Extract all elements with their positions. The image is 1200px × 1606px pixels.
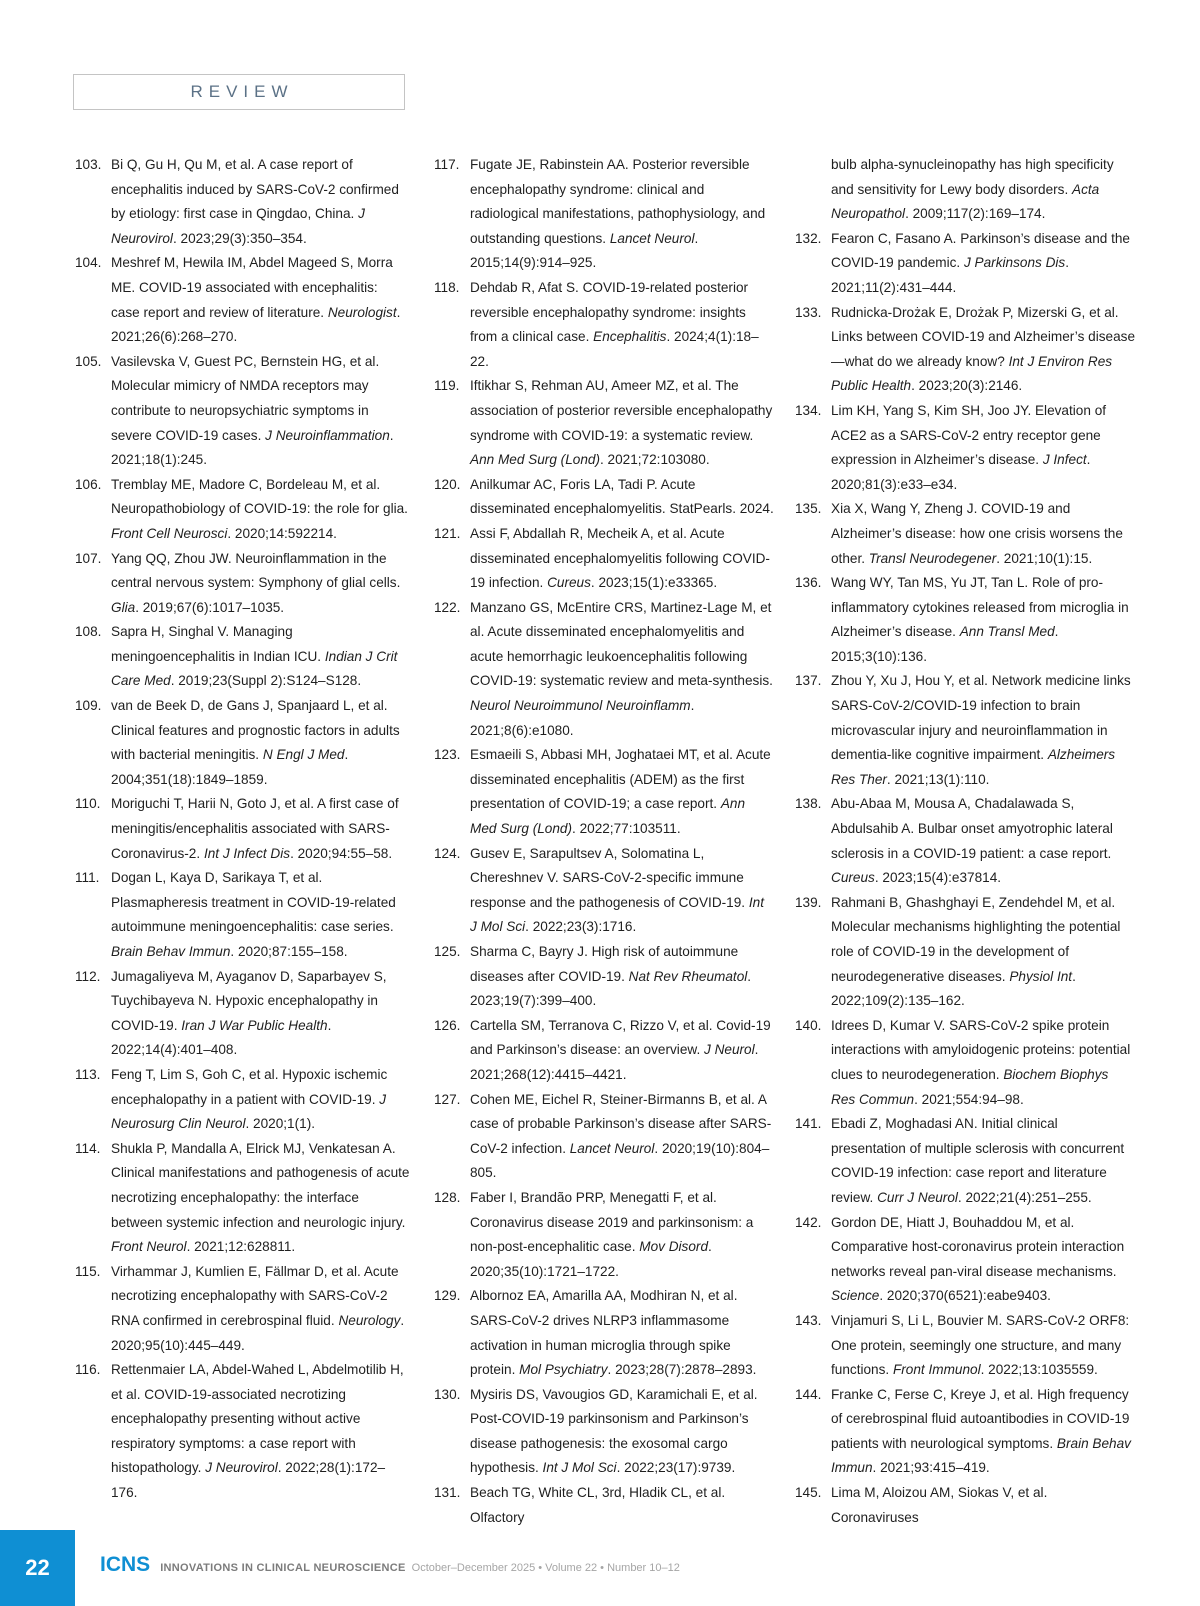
reference-item <box>75 694 410 792</box>
reference-text <box>111 1141 410 1254</box>
reference-journal: Lancet Neurol <box>569 1140 655 1156</box>
reference-citation: . 2022;13:1035559. <box>980 1362 1098 1378</box>
reference-text <box>111 255 400 344</box>
reference-number: 131. <box>434 1485 461 1501</box>
reference-authors-title: Rettenmaier LA, Abdel-Wahed L, Abdelmotilib H, et al. COVID-19-associated necrotizing encephalopathy presenting without active respiratory symptoms: a case report with histopathology. <box>111 1362 404 1476</box>
reference-number: 138. <box>795 796 822 812</box>
reference-journal: J Neurosurg Clin Neurol <box>111 1091 387 1132</box>
reference-citation: . 2021;26(6):268–270. <box>111 304 401 345</box>
reference-journal: Ann Transl Med <box>959 624 1055 640</box>
reference-item <box>434 1383 774 1481</box>
reference-text <box>470 600 773 738</box>
reference-citation: . 2023;29(3):350–354. <box>172 230 307 246</box>
reference-authors-title: Fugate JE, Rabinstein AA. Posterior reversible encephalopathy syndrome: clinical and radiological manifestations, pathophysiology, and outstanding questions. <box>470 157 766 246</box>
reference-item <box>795 399 1135 497</box>
reference-number: 135. <box>795 501 822 517</box>
reference-citation: . 2021;554:94–98. <box>914 1091 1024 1107</box>
reference-item <box>75 251 410 349</box>
reference-number: 137. <box>795 673 822 689</box>
reference-citation: . 2023;15(4):e37814. <box>874 870 1002 886</box>
reference-authors-title: Cohen ME, Eichel R, Steiner-Birmanns B, et al. A case of probable Parkinson’s disease after SARS-CoV-2 infection. <box>470 1091 772 1156</box>
reference-item <box>434 940 774 1014</box>
reference-journal: Cureus <box>831 870 875 886</box>
reference-text <box>831 157 1114 221</box>
reference-journal: Front Immunol <box>892 1362 981 1378</box>
reference-number: 136. <box>795 575 822 591</box>
reference-authors-title: Rahmani B, Ghashghayi E, Zendehdel M, et al. Molecular mechanisms highlighting the potential role of COVID-19 in the development of neurodegenerative diseases. <box>831 894 1121 984</box>
reference-citation: . 2004;351(18):1849–1859. <box>111 747 349 787</box>
reference-text <box>111 1067 387 1131</box>
reference-authors-title: Cartella SM, Terranova C, Rizzo V, et al. Covid-19 and Parkinson’s disease: an overview. <box>470 1017 771 1058</box>
reference-number: 144. <box>795 1386 822 1402</box>
reference-item <box>434 276 774 374</box>
reference-citation: . 2021;11(2):431–444. <box>831 255 1069 295</box>
reference-number: 130. <box>434 1386 461 1402</box>
reference-journal: Brain Behav Immun <box>111 944 231 959</box>
reference-journal: Lancet Neurol <box>609 230 695 246</box>
reference-text <box>470 1288 756 1377</box>
reference-number: 123. <box>434 747 461 763</box>
reference-journal: Curr J Neurol <box>877 1189 958 1205</box>
reference-text <box>831 501 1123 565</box>
reference-journal: Int J Environ Res Public Health <box>831 353 1113 394</box>
reference-text <box>831 673 1131 786</box>
reference-citation: . 2020;87:155–158. <box>230 944 348 959</box>
reference-text <box>470 1190 753 1279</box>
reference-number: 127. <box>434 1091 461 1107</box>
reference-item <box>75 547 410 621</box>
reference-text <box>470 280 759 369</box>
reference-journal: Mol Psychiatry <box>519 1362 608 1378</box>
reference-citation: . 2021;10(1):15. <box>996 550 1093 566</box>
reference-authors-title: Sharma C, Bayry J. High risk of autoimmune diseases after COVID-19. <box>470 944 739 984</box>
reference-journal: Int J Mol Sci <box>542 1460 617 1476</box>
reference-text <box>470 1092 771 1181</box>
reference-authors-title: Albornoz EA, Amarilla AA, Modhiran N, et al. SARS-CoV-2 drives NLRP3 inflammasome activation in human microglia through spike protein. <box>470 1288 738 1378</box>
reference-citation: . 2020;14:592214. <box>227 525 337 541</box>
reference-number: 119. <box>434 378 460 394</box>
reference-item <box>434 596 774 744</box>
reference-citation: . 2023;28(7):2878–2893. <box>607 1362 757 1378</box>
reference-journal: Science <box>831 1288 880 1304</box>
reference-item <box>795 301 1135 399</box>
reference-item <box>75 153 410 251</box>
reference-citation: . 2023;19(7):399–400. <box>470 968 752 1009</box>
reference-item <box>434 522 774 596</box>
reference-text <box>831 575 1129 664</box>
reference-journal: N Engl J Med <box>262 747 345 763</box>
reference-authors-title: Moriguchi T, Harii N, Goto J, et al. A first case of meningitis/encephalitis associated with SARS-Coronavirus-2. <box>111 796 399 861</box>
reference-authors-title: Ebadi Z, Moghadasi AN. Initial clinical presentation of multiple sclerosis with concurrent COVID-19 infection: case report and literature review. <box>831 1116 1125 1205</box>
reference-number: 116. <box>75 1362 101 1378</box>
reference-authors-title: Shukla P, Mandalla A, Elrick MJ, Venkatesan A. Clinical manifestations and pathogenesis of acute necrotizing encephalopathy: the interface between systemic infection and neurologic injury. <box>111 1140 410 1230</box>
reference-number: 120. <box>434 476 461 492</box>
reference-number: 118. <box>434 279 460 295</box>
reference-citation: . 2021;12:628811. <box>186 1239 296 1255</box>
reference-number: 125. <box>434 944 461 959</box>
reference-citation: . 2020;81(3):e33–e34. <box>831 452 1091 492</box>
reference-authors-title: Lim KH, Yang S, Kim SH, Joo JY. Elevation of ACE2 as a SARS-CoV-2 entry receptor gene expression in Alzheimer’s disease. <box>831 402 1107 468</box>
reference-number: 117. <box>434 157 460 172</box>
reference-journal: Alzheimers Res Ther <box>831 747 1116 787</box>
reference-column-2 <box>434 153 774 1530</box>
reference-journal: Acta Neuropathol <box>831 181 1100 222</box>
reference-authors-title: Idrees D, Kumar V. SARS-CoV-2 spike protein interactions with amyloidogenic proteins: potential clues to neurodegeneration. <box>831 1017 1131 1082</box>
reference-authors-title: Abu-Abaa M, Mousa A, Chadalawada S, Abdulsahib A. Bulbar onset amyotrophic lateral sclerosis in a COVID-19 patient: a case report. <box>831 796 1113 861</box>
reference-journal: Transl Neurodegener <box>868 550 997 566</box>
reference-text <box>470 157 765 270</box>
reference-text <box>831 1215 1124 1304</box>
reference-authors-title: Fearon C, Fasano A. Parkinson’s disease and the COVID-19 pandemic. <box>831 230 1130 271</box>
reference-authors-title: Esmaeili S, Abbasi MH, Joghataei MT, et al. Acute disseminated encephalitis (ADEM) as the first presentation of COVID-19; a case report. <box>470 747 771 812</box>
reference-text <box>831 305 1135 394</box>
reference-citation: . 2023;15(1):e33365. <box>590 575 718 591</box>
reference-number: 128. <box>434 1189 461 1205</box>
reference-citation: . 2022;14(4):401–408. <box>111 1017 332 1058</box>
reference-authors-title: van de Beek D, de Gans J, Spanjaard L, et al. Clinical features and prognostic factors in adults with bacterial meningitis. <box>111 698 400 763</box>
reference-authors-title: Sapra H, Singhal V. Managing meningoencephalitis in Indian ICU. <box>111 624 325 664</box>
reference-item <box>434 1014 774 1088</box>
reference-item <box>434 153 774 276</box>
reference-item <box>434 1284 774 1382</box>
reference-journal: J Neurovirol <box>205 1460 278 1476</box>
reference-text <box>831 1018 1130 1107</box>
reference-item <box>434 743 774 841</box>
reference-text <box>831 1485 1047 1525</box>
page-number-tab <box>0 1530 75 1606</box>
reference-text <box>470 477 774 517</box>
reference-authors-title: Lima M, Aloizou AM, Siokas V, et al. Coronaviruses <box>831 1485 1048 1525</box>
reference-citation: . 2020;370(6521):eabe9403. <box>879 1288 1051 1304</box>
reference-authors-title: Gordon DE, Hiatt J, Bouhaddou M, et al. Comparative host-coronavirus protein interaction networks reveal pan-viral disease mechanisms. <box>831 1214 1125 1279</box>
reference-item <box>795 571 1135 669</box>
reference-item <box>75 1260 410 1358</box>
reference-text <box>111 354 394 467</box>
reference-text <box>111 1362 404 1500</box>
reference-text <box>111 624 397 688</box>
footer <box>100 1553 680 1579</box>
reference-text <box>831 1313 1129 1377</box>
reference-item <box>75 965 410 1063</box>
reference-item <box>795 497 1135 571</box>
reference-text <box>470 846 764 935</box>
reference-journal: J Parkinsons Dis <box>963 255 1066 271</box>
reference-item <box>75 1358 410 1506</box>
reference-authors-title: Beach TG, White CL, 3rd, Hladik CL, et al. Olfactory <box>470 1485 726 1525</box>
reference-journal: J Neurovirol <box>111 206 365 246</box>
reference-text <box>470 1485 725 1525</box>
reference-journal: Iran J War Public Health <box>181 1017 328 1033</box>
reference-text <box>111 969 387 1058</box>
reference-number: 145. <box>795 1485 822 1501</box>
reference-item <box>75 792 410 866</box>
reference-number: 124. <box>434 845 461 861</box>
reference-text <box>111 157 399 246</box>
reference-number: 112. <box>75 968 101 984</box>
reference-authors-title: Manzano GS, McEntire CRS, Martinez-Lage M, et al. Acute disseminated encephalomyelitis and acute hemorrhagic leukoencephalitis following COVID-19: systematic review and meta-synthesis. <box>470 599 773 689</box>
reference-citation: . 2015;14(9):914–925. <box>470 230 699 271</box>
reference-journal: Neurologist <box>327 304 397 320</box>
reference-citation: . 2020;95(10):445–449. <box>111 1312 405 1353</box>
reference-authors-title: Zhou Y, Xu J, Hou Y, et al. Network medicine links SARS-CoV-2/COVID-19 infection to brain microvascular injury and neuroinflammation in dementia-like cognitive impairment. <box>831 673 1131 763</box>
reference-number: 139. <box>795 894 822 910</box>
reference-journal: Front Neurol <box>111 1239 187 1255</box>
reference-citation: . 2022;21(4):251–255. <box>957 1189 1092 1205</box>
reference-number: 129. <box>434 1288 461 1304</box>
reference-journal: Ann Med Surg (Lond) <box>470 796 746 837</box>
reference-citation: . 2020;35(10):1721–1722. <box>470 1239 712 1279</box>
reference-authors-title: bulb alpha-synucleinopathy has high specificity and sensitivity for Lewy body disorders. <box>831 157 1114 197</box>
reference-item <box>434 374 774 472</box>
reference-authors-title: Yang QQ, Zhou JW. Neuroinflammation in the central nervous system: Symphony of glial cells. <box>111 550 401 591</box>
reference-item <box>434 1481 774 1530</box>
reference-authors-title: Virhammar J, Kumlien E, Fällmar D, et al. Acute necrotizing encephalopathy with SARS-CoV-2 RNA confirmed in cerebrospinal fluid. <box>111 1263 399 1328</box>
reference-authors-title: Bi Q, Gu H, Qu M, et al. A case report of encephalitis induced by SARS-CoV-2 confirmed by etiology: first case in Qingdao, China. <box>111 157 399 222</box>
reference-item <box>75 1137 410 1260</box>
reference-journal: J Neurol <box>704 1042 755 1058</box>
reference-citation: . 2023;20(3):2146. <box>911 378 1023 394</box>
reference-citation: . 2019;67(6):1017–1035. <box>135 599 285 615</box>
reference-citation: . 2022;109(2):135–162. <box>831 968 1076 1009</box>
reference-text <box>831 1387 1131 1476</box>
reference-citation: . 2021;268(12):4415–4421. <box>470 1042 759 1082</box>
reference-item <box>75 866 410 964</box>
reference-authors-title: Anilkumar AC, Foris LA, Tadi P. Acute disseminated encephalomyelitis. StatPearls. 2024. <box>470 476 774 517</box>
reference-item <box>795 669 1135 792</box>
reference-text <box>470 1018 771 1082</box>
reference-text <box>111 477 408 541</box>
reference-authors-title: Vinjamuri S, Li L, Bouvier M. SARS-CoV-2 ORF8: One protein, seemingly one structure, and many functions. <box>831 1312 1130 1378</box>
reference-citation: . 2021;13(1):110. <box>886 771 990 787</box>
reference-citation: . 2021;72:103080. <box>599 452 710 468</box>
reference-text <box>831 895 1120 1008</box>
reference-journal: Physiol Int <box>1009 968 1073 984</box>
reference-number: 110. <box>75 796 101 812</box>
reference-citation: . 2022;77:103511. <box>572 821 681 837</box>
reference-authors-title: Mysiris DS, Vavougios GD, Karamichali E, et al. Post-COVID-19 parkinsonism and Parkinson’s disease pathogenesis: the exosomal cargo hypothesis. <box>470 1386 758 1476</box>
reference-number: 134. <box>795 402 822 418</box>
reference-citation: . 2022;28(1):172–176. <box>111 1460 386 1501</box>
reference-text <box>831 403 1106 492</box>
reference-text <box>470 1387 758 1476</box>
reference-number: 103. <box>75 157 102 172</box>
reference-authors-title: Feng T, Lim S, Goh C, et al. Hypoxic ischemic encephalopathy in a patient with COVID-19. <box>111 1066 388 1107</box>
reference-citation: . 2024;4(1):18–22. <box>470 329 759 369</box>
reference-journal: Glia <box>111 599 136 615</box>
reference-item <box>434 473 774 522</box>
reference-number: 108. <box>75 624 102 640</box>
reference-journal: J Neuroinflammation <box>265 427 390 443</box>
section-header-box <box>73 74 405 110</box>
reference-authors-title: Gusev E, Sarapultsev A, Solomatina L, Chereshnev V. SARS-CoV-2-specific immune response and the pathogenesis of COVID-19. <box>470 845 749 910</box>
reference-item <box>795 1383 1135 1481</box>
reference-citation: . 2020;1(1). <box>245 1116 316 1132</box>
page-number: 22 <box>25 1555 50 1580</box>
reference-authors-title: Jumagaliyeva M, Ayaganov D, Saparbayev S, Tuychibayeva N. Hypoxic encephalopathy in COVID-19. <box>111 968 387 1033</box>
reference-citation: . 2009;117(2):169–174. <box>905 206 1046 222</box>
reference-text <box>831 796 1113 885</box>
reference-journal: Biochem Biophys Res Commun <box>831 1066 1109 1107</box>
reference-text <box>470 378 772 467</box>
reference-text <box>470 944 751 1008</box>
reference-item <box>795 1309 1135 1383</box>
reference-number: 133. <box>795 304 822 320</box>
journal-name: INNOVATIONS IN CLINICAL NEUROSCIENCE <box>160 1562 406 1574</box>
reference-citation: . 2019;23(Suppl 2):S124–S128. <box>170 673 362 689</box>
reference-item <box>795 1112 1135 1210</box>
reference-text <box>111 870 396 959</box>
reference-number: 113. <box>75 1066 101 1082</box>
reference-journal: Mov Disord <box>639 1239 709 1255</box>
reference-item <box>795 1481 1135 1530</box>
reference-authors-title: Meshref M, Hewila IM, Abdel Mageed S, Morra ME. COVID-19 associated with encephalitis: case report and review of literature. <box>111 255 393 320</box>
reference-authors-title: Tremblay ME, Madore C, Bordeleau M, et al. Neuropathobiology of COVID-19: the role for glia. <box>111 476 408 517</box>
reference-number: 105. <box>75 353 102 369</box>
reference-number: 142. <box>795 1214 822 1230</box>
reference-journal: Neurology <box>338 1312 401 1328</box>
reference-number: 107. <box>75 550 102 566</box>
reference-authors-title: Xia X, Wang Y, Zheng J. COVID-19 and Alzheimer’s disease: how one crisis worsens the other. <box>831 501 1123 566</box>
reference-authors-title: Faber I, Brandão PRP, Menegatti F, et al. Coronavirus disease 2019 and parkinsonism: a non-post-encephalitic case. <box>470 1189 754 1255</box>
reference-journal: Indian J Crit Care Med <box>111 648 398 689</box>
reference-authors-title: Dogan L, Kaya D, Sarikaya T, et al. Plasmapheresis treatment in COVID-19-related autoimmune meningoencephalitis: case series. <box>111 870 396 935</box>
reference-number: 122. <box>434 599 461 615</box>
reference-journal: Neurol Neuroimmunol Neuroinflamm <box>470 698 691 714</box>
reference-journal: Ann Med Surg (Lond) <box>470 452 600 468</box>
reference-number: 106. <box>75 476 102 492</box>
reference-text <box>111 551 400 615</box>
reference-item <box>795 153 1135 227</box>
reference-item <box>434 842 774 940</box>
reference-number: 109. <box>75 698 102 714</box>
reference-citation: . 2021;18(1):245. <box>111 427 394 468</box>
reference-text <box>831 1116 1124 1205</box>
reference-number: 104. <box>75 255 102 271</box>
reference-item <box>434 1088 774 1186</box>
reference-citation: . 2021;8(6):e1080. <box>470 698 695 738</box>
reference-authors-title: Iftikhar S, Rehman AU, Ameer MZ, et al. The association of posterior reversible encephalopathy syndrome with COVID-19: a systematic review. <box>470 378 773 443</box>
reference-journal: J Infect <box>1042 452 1087 468</box>
reference-citation: . 2021;93:415–419. <box>872 1460 990 1476</box>
reference-journal: Encephalitis <box>593 329 667 345</box>
reference-citation: . 2022;23(3):1716. <box>525 919 637 935</box>
reference-journal: Nat Rev Rheumatol <box>628 968 748 984</box>
reference-number: 143. <box>795 1312 822 1328</box>
reference-item <box>434 1186 774 1284</box>
reference-authors-title: Vasilevska V, Guest PC, Bernstein HG, et al. Molecular mimicry of NMDA receptors may contribute to neuropsychiatric symptoms in severe COVID-19 cases. <box>111 353 380 443</box>
reference-citation: . 2020;19(10):804–805. <box>470 1140 770 1181</box>
reference-column-1 <box>75 153 410 1506</box>
reference-journal: Int J Infect Dis <box>203 845 291 861</box>
reference-number: 126. <box>434 1017 461 1033</box>
reference-item <box>795 1014 1135 1112</box>
reference-citation: . 2022;23(17):9739. <box>616 1460 736 1476</box>
journal-abbr: ICNS <box>100 1553 151 1576</box>
reference-number: 140. <box>795 1017 822 1033</box>
reference-text <box>470 526 770 590</box>
reference-text <box>111 796 399 860</box>
section-label: REVIEW <box>190 82 294 101</box>
reference-item <box>795 1211 1135 1309</box>
reference-item <box>795 227 1135 301</box>
reference-number: 115. <box>75 1263 101 1279</box>
reference-citation: . 2020;94:55–58. <box>290 845 393 861</box>
reference-number: 111. <box>75 870 100 886</box>
reference-journal: Int J Mol Sci <box>470 894 764 935</box>
reference-number: 121. <box>434 525 461 541</box>
reference-authors-title: Wang WY, Tan MS, Yu JT, Tan L. Role of pro-inflammatory cytokines released from microglia in Alzheimer’s disease. <box>831 575 1129 640</box>
reference-item <box>75 620 410 694</box>
reference-text <box>111 698 400 787</box>
reference-number: 132. <box>795 230 822 246</box>
reference-text <box>831 231 1130 295</box>
reference-authors-title: Franke C, Ferse C, Kreye J, et al. High frequency of cerebrospinal fluid autoantibodies in COVID-19 patients with neurological symptoms. <box>831 1386 1130 1451</box>
reference-authors-title: Rudnicka-Drożak E, Drożak P, Mizerski G, et al. Links between COVID-19 and Alzheimer’s disease—what do we already know? <box>831 304 1136 369</box>
reference-column-3 <box>795 153 1135 1530</box>
reference-item <box>795 792 1135 890</box>
reference-journal: Brain Behav Immun <box>831 1435 1131 1476</box>
reference-text <box>470 747 771 836</box>
reference-authors-title: Assi F, Abdallah R, Mecheik A, et al. Acute disseminated encephalomyelitis following COVID-19 infection. <box>470 525 770 591</box>
reference-number: 114. <box>75 1140 101 1156</box>
issue-info: October–December 2025 • Volume 22 • Number 10–12 <box>411 1562 680 1574</box>
reference-journal: Cureus <box>547 575 591 591</box>
reference-item <box>75 1063 410 1137</box>
reference-citation: . 2015;3(10):136. <box>831 624 1059 664</box>
reference-number: 141. <box>795 1116 822 1132</box>
reference-item <box>75 473 410 547</box>
reference-authors-title: Dehdab R, Afat S. COVID-19-related posterior reversible encephalopathy syndrome: insights from a clinical case. <box>470 279 749 345</box>
reference-journal: Front Cell Neurosci <box>111 525 228 541</box>
reference-item <box>795 891 1135 1014</box>
reference-item <box>75 350 410 473</box>
reference-text <box>111 1264 404 1353</box>
